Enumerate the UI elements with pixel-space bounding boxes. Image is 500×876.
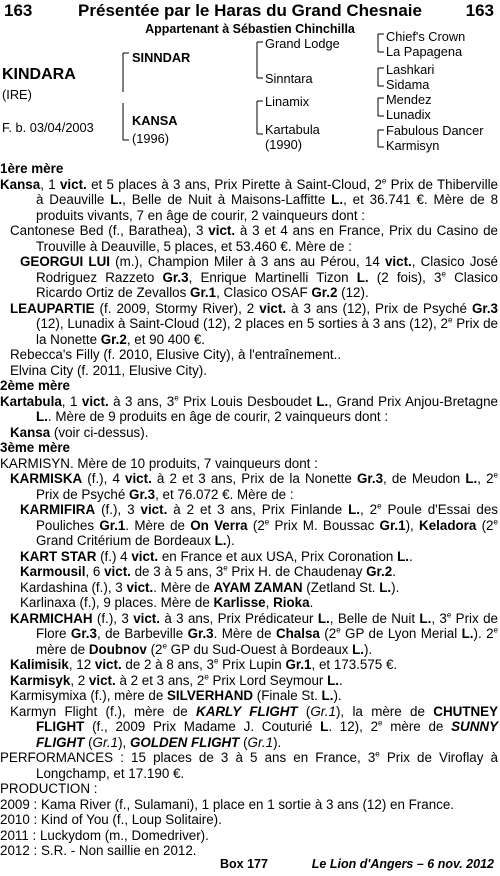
second-dam-paragraph: Kartabula, 1 vict. à 3 ans, 3e Prix Louis Desboudet L., Grand Prix Anjou-Bretagne L.. Mère de 9 produits en âge de courir, 2 vainqueurs dont : [0,393,498,424]
produce-leaupartie: LEAUPARTIE (f. 2009, Stormy River), 2 vict. à 3 ans (12), Prix de Psyché Gr.3 (12), Lunadix à Saint-Cloud (12), 2 places en 5 sorties à 3 ans (12), 2e Prix de la Nonette Gr.2, et 90 400 €. [10,300,498,347]
section-second-dam: 2ème mère [0,378,70,393]
dam-sire: Linamix [265,94,310,109]
dam-name: KANSA [132,113,178,128]
performances-label: PERFORMANCES : [0,750,124,765]
dam-dam-year: (1990) [265,137,302,152]
consignor-title: Présentée par le Haras du Grand Chesnaie [78,1,422,20]
page-footer [0,855,500,875]
lot-number-left: 163 [4,1,33,20]
sire-name: SINNDAR [132,50,191,65]
produce-karmisyk: Karmisyk, 2 vict. à 2 et 3 ans, 2e Prix Lord Seymour L.. [10,672,343,688]
gen4-6: Lunadix [386,107,431,122]
produce-karmifira: KARMIFIRA (f.), 3 vict. à 2 et 3 ans, Prix Finlande L., 2e Poule d'Essai des Pouliches Gr.1. Mère de On Verra (2e Prix M. Boussac Gr.1), Keladora (2e Grand Critérium de Bordeaux L.). [20,501,498,548]
production-2010: 2010 : Kind of You (f., Loup Solitaire). [0,812,222,827]
sire-dam: Sinntara [265,71,313,86]
produce-kalimisik: Kalimisik, 12 vict. de 2 à 8 ans, 3e Prix Lupin Gr.1, et 173.575 €. [10,656,398,672]
horse-info: F. b. 03/04/2003 [2,120,94,135]
dam-year: (1996) [132,131,169,146]
sale-venue-date: Le Lion d'Angers – 6 nov. 2012 [311,857,494,871]
pedigree-table [0,30,500,160]
produce-kansa: Kansa (voir ci-dessus). [10,424,149,440]
gen4-2: La Papagena [386,44,463,59]
dam-dam: Kartabula [265,122,320,137]
gen4-4: Sidama [386,77,430,92]
section-first-dam: 1ère mère [0,161,64,176]
produce-karmiska: KARMISKA (f.), 4 vict. à 2 et 3 ans, Prix de la Nonette Gr.3, de Meudon L., 2e Prix de Psyché Gr.3, et 76.072 €. Mère de : [10,470,498,502]
third-dam-paragraph: KARMISYN. Mère de 10 produits, 7 vainqueurs dont : [0,455,318,471]
gen4-1: Chief's Crown [386,29,466,44]
production-2012: 2012 : S.R. - Non saillie en 2012. [0,843,197,858]
produce-elvina-city: Elvina City (f. 2011, Elusive City). [10,362,207,378]
produce-record [0,161,498,859]
gen4-3: Lashkari [386,62,435,77]
owner-line: Appartenant à Sébastien Chinchilla [145,22,355,36]
gen4-7: Fabulous Dancer [386,123,484,138]
lot-number-right: 163 [465,1,494,20]
produce-karlinaxa: Karlinaxa (f.), 9 places. Mère de Karlisse, Rioka. [20,595,314,610]
production-label: PRODUCTION : [0,781,98,796]
produce-kart-star: KART STAR (f.) 4 vict. en France et aux USA, Prix Coronation L.. [20,548,413,564]
produce-karmichah: KARMICHAH (f.), 3 vict. à 3 ans, Prix Prédicateur L., Belle de Nuit L., 3e Prix de Flore Gr.3, de Barbeville Gr.3. Mère de Chalsa (2e GP de Lyon Merial L.). 2e mère de Doubnov (2e GP du Sud-Ouest à Bordeaux L.). [10,610,498,657]
production-2011: 2011 : Luckydom (m., Domedriver). [0,827,209,843]
produce-karmisymixa: Karmisymixa (f.), mère de SILVERHAND (Finale St. L.). [10,688,342,703]
produce-karmyn-flight: Karmyn Flight (f.), mère de KARLY FLIGHT (Gr.1), la mère de CHUTNEY FLIGHT (f., 2009 Prix Madame J. Couturié L. 12), 2e mère de SUNNY FLIGHT (Gr.1), GOLDEN FLIGHT (Gr.1). [10,703,499,750]
horse-name: KINDARA [2,66,76,83]
lot-header [0,0,500,22]
produce-kardashina: Kardashina (f.), 3 vict.. Mère de AYAM ZAMAN (Zetland St. L.). [20,579,400,595]
section-third-dam: 3ème mère [0,440,70,455]
produce-georgui-lui: GEORGUI LUI (m.), Champion Miler à 3 ans au Pérou, 14 vict., Clasico José Rodriguez Razzeto Gr.3, Enrique Martinelli Tizon L. (2 fois), 3e Clasico Ricardo Ortiz de Zevallos Gr.1, Clasico OSAF Gr.2 (12). [20,254,498,300]
produce-karmousil: Karmousil, 6 vict. de 3 à 5 ans, 3e Prix H. de Chaudenay Gr.2. [20,563,396,579]
performances-paragraph: PERFORMANCES : 15 places de 3 à 5 ans en France, 3e Prix de Viroflay à Longchamp, et 17.190 €. [0,749,498,781]
produce-cantonese-bed: Cantonese Bed (f., Barathea), 3 vict. à 3 et 4 ans en France, Prix du Casino de Trouville à Deauville, 5 places, et 53.460 €. Mère de : [10,223,498,254]
produce-rebeccas-filly: Rebecca's Filly (f. 2010, Elusive City), à l'entraînement.. [10,347,342,362]
gen4-8: Karmisyn [386,138,440,153]
sire-sire: Grand Lodge [265,36,340,51]
gen4-5: Mendez [386,92,432,107]
dam-paragraph: Kansa, 1 vict. et 5 places à 3 ans, Prix Pirette à Saint-Cloud, 2e Prix de Thiberville à Deauville L., Belle de Nuit à Maisons-Laffitte L., et 36.741 €. Mère de 8 produits vivants, 7 en âge de courir, 2 vainqueurs dont : [0,176,499,223]
box-number: Box 177 [220,857,268,871]
horse-country: (IRE) [2,87,32,102]
production-2009: 2009 : Kama River (f., Sulamani), 1 place en 1 sortie à 3 ans (12) en France. [0,796,455,812]
